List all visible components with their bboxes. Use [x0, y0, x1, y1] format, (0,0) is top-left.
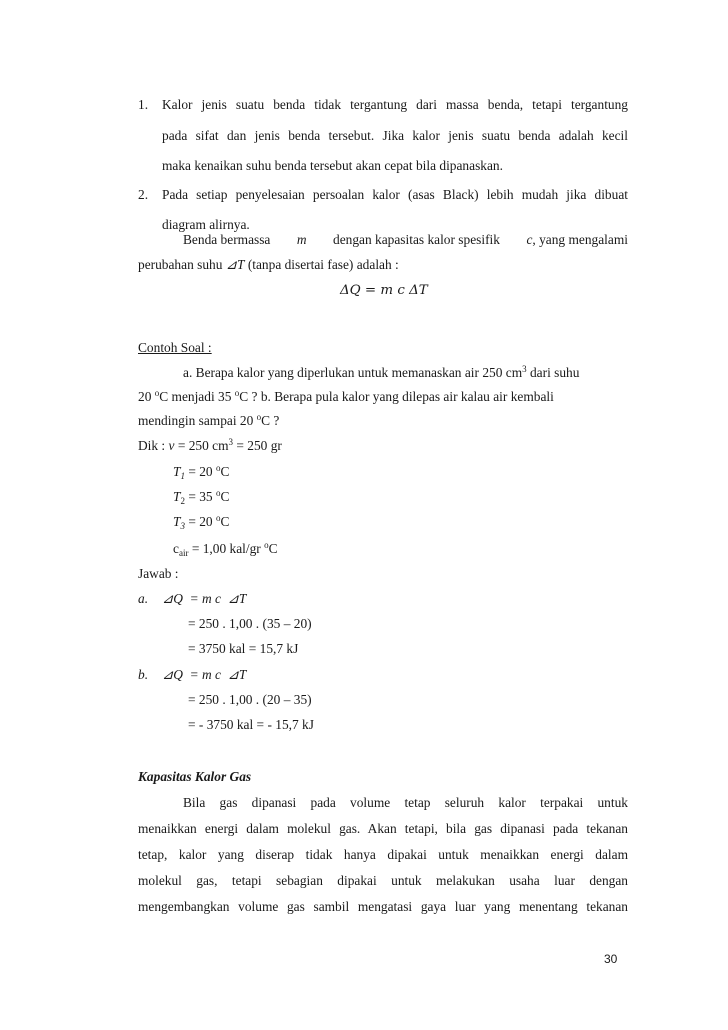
list-item-1-line-1: Kalor jenis suatu benda tidak tergantung dari massa benda, tetapi tergantung — [162, 97, 628, 112]
answer-heading: Jawab : — [138, 566, 179, 581]
example-question-line-3: mendingin sampai 20 $^o$C ? — [138, 412, 280, 428]
list-item-1-line-2: pada sifat dan jenis benda tersebut. Jika kalor jenis suatu benda adalah kecil — [162, 128, 628, 143]
section-line-1: Bila gas dipanasi pada volume tetap seluruh kalor terpakai untuk — [183, 795, 628, 810]
list-item-2-line-1: Pada setiap penyelesaian persoalan kalor (asas Black) lebih mudah jika dibuat — [162, 187, 628, 202]
answer-b-expression: ⊿Q = m c ⊿T — [162, 667, 247, 682]
answer-b-label: b. — [138, 667, 149, 682]
example-heading: Contoh Soal : — [138, 340, 212, 355]
section-line-2: menaikkan energi dalam molekul gas. Akan tetapi, bila gas dipanasi pada tekanan — [138, 821, 628, 836]
list-number-2: 2. — [138, 187, 149, 202]
given-t1: $T_1 = 20$ $^o$C — [173, 463, 230, 481]
section-heading: Kapasitas Kalor Gas — [138, 769, 252, 784]
page-number: 30 — [604, 952, 618, 966]
section-line-3: tetap, kalor yang diserap tidak hanya dipakai untuk menaikkan energi dalam — [138, 847, 628, 862]
section-line-5: mengembangkan volume gas sambil mengatasi gaya luar yang menentang tekanan — [138, 899, 628, 914]
given-t2: $T_2 = 35$ $^o$C — [173, 488, 230, 506]
answer-a-step-2: = 3750 kal = 15,7 kJ — [188, 641, 299, 656]
heat-formula: ΔQ = m c ΔT — [340, 283, 428, 298]
example-question-line-1: a. Berapa kalor yang diperlukan untuk memanaskan air 250 $cm^3$ dari suhu — [183, 364, 580, 380]
given-volume: Dik : v = 250 $cm^3 = 250$ gr — [138, 437, 282, 453]
list-item-1-line-3: maka kenaikan suhu benda tersebut akan cepat bila dipanaskan. — [162, 158, 503, 173]
answer-b-step-1: = 250 . 1,00 . (20 – 35) — [188, 692, 312, 707]
list-item-2-line-2: diagram alirnya. — [162, 217, 250, 232]
section-line-4: molekul gas, tetapi sebagian dipakai untuk melakukan usaha luar dengan — [138, 873, 628, 888]
paragraph-line-1: Benda bermassa m dengan kapasitas kalor spesifik c, yang mengalami — [183, 232, 628, 247]
answer-a-step-1: = 250 . 1,00 . (35 – 20) — [188, 616, 312, 631]
paragraph-line-2: perubahan suhu ⊿T (tanpa disertai fase) adalah : — [138, 257, 399, 272]
given-t3: $T_3 = 20$ $^o$C — [173, 513, 230, 531]
answer-a-label: a. — [138, 591, 149, 606]
answer-b-step-2: = - 3750 kal = - 15,7 kJ — [188, 717, 314, 732]
given-c-air: $c_{air} = 1,00$ kal/gr $^o$C — [173, 540, 278, 558]
list-number-1: 1. — [138, 97, 149, 112]
example-question-line-2: 20 $^o$C menjadi 35 $^o$C ? b. Berapa pula kalor yang dilepas air kalau air kembali — [138, 388, 554, 404]
answer-a-expression: ⊿Q = m c ⊿T — [162, 591, 247, 606]
